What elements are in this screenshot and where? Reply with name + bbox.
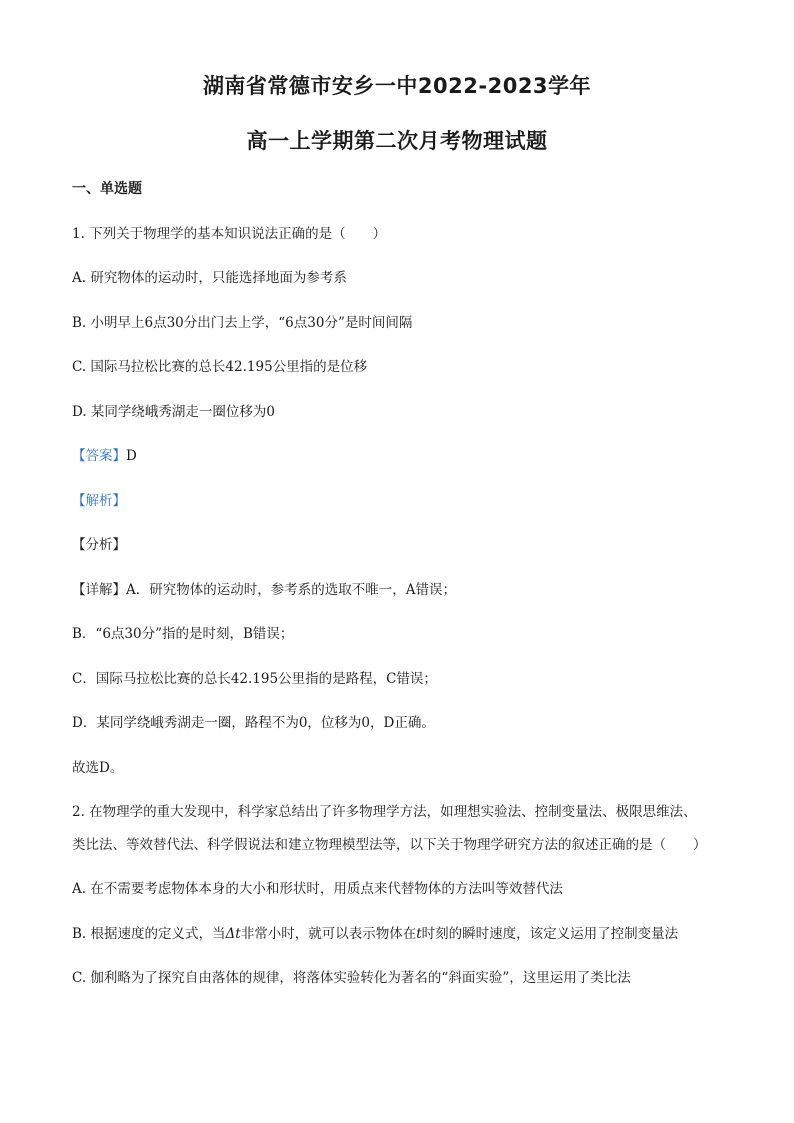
question-1-option-a: A. 研究物体的运动时，只能选择地面为参考系 <box>72 270 347 286</box>
document-title-line-1: 湖南省常德市安乡一中2022-2023学年 <box>202 74 592 98</box>
detail-line-b: B．“6点30分”指的是时刻，B错误； <box>72 626 294 642</box>
question-1-option-d: D. 某同学绕峨秀湖走一圈位移为0 <box>72 404 276 420</box>
question-1-stem: 1. 下列关于物理学的基本知识说法正确的是（ ） <box>72 226 387 242</box>
detail-a-text: A．研究物体的运动时，参考系的选取不唯一，A错误； <box>126 582 456 598</box>
fenxi-tag: 【分析】 <box>72 537 126 553</box>
q2-b-mid: 非常小时，就可以表示物体在 <box>240 926 417 942</box>
delta-t-symbol: Δt <box>225 926 241 942</box>
detail-tag: 【详解】 <box>72 582 126 598</box>
answer-value: D <box>126 448 137 464</box>
detail-line-d: D．某同学绕峨秀湖走一圈，路程不为0，位移为0，D正确。 <box>72 715 435 731</box>
question-2-option-a: A. 在不需要考虑物体本身的大小和形状时，用质点来代替物体的方法叫等效替代法 <box>72 881 563 897</box>
t-symbol: t <box>416 926 422 942</box>
question-2-stem-line-2: 类比法、等效替代法、科学假说法和建立物理模型法等，以下关于物理学研究方法的叙述正确的是（ ） <box>72 837 707 853</box>
analysis-tag: 【解析】 <box>72 493 126 509</box>
question-1-option-c: C. 国际马拉松比赛的总长42.195公里指的是位移 <box>72 359 368 375</box>
document-title-line-2: 高一上学期第二次月考物理试题 <box>246 129 548 153</box>
answer-line <box>72 444 137 464</box>
section-heading: 一、单选题 <box>72 181 142 197</box>
question-2-stem-line-1: 2. 在物理学的重大发现中，科学家总结出了许多物理学方法，如理想实验法、控制变量法、极限思维法、 <box>72 804 697 820</box>
answer-tag: 【答案】 <box>72 448 126 464</box>
question-1-option-b: B. 小明早上6点30分出门去上学，“6点30分”是时间间隔 <box>72 315 413 331</box>
detail-line-c: C．国际马拉松比赛的总长42.195公里指的是路程，C错误； <box>72 671 437 687</box>
q2-b-post: 时刻的瞬时速度，该定义运用了控制变量法 <box>421 926 679 942</box>
conclusion-line: 故选D。 <box>72 760 124 776</box>
q2-b-pre: B. 根据速度的定义式，当 <box>72 926 226 942</box>
question-2-option-b <box>72 922 678 942</box>
question-2-option-c: C. 伽利略为了探究自由落体的规律，将落体实验转化为著名的“斜面实验”，这里运用了类比法 <box>72 970 631 986</box>
detail-line-a <box>72 578 456 598</box>
